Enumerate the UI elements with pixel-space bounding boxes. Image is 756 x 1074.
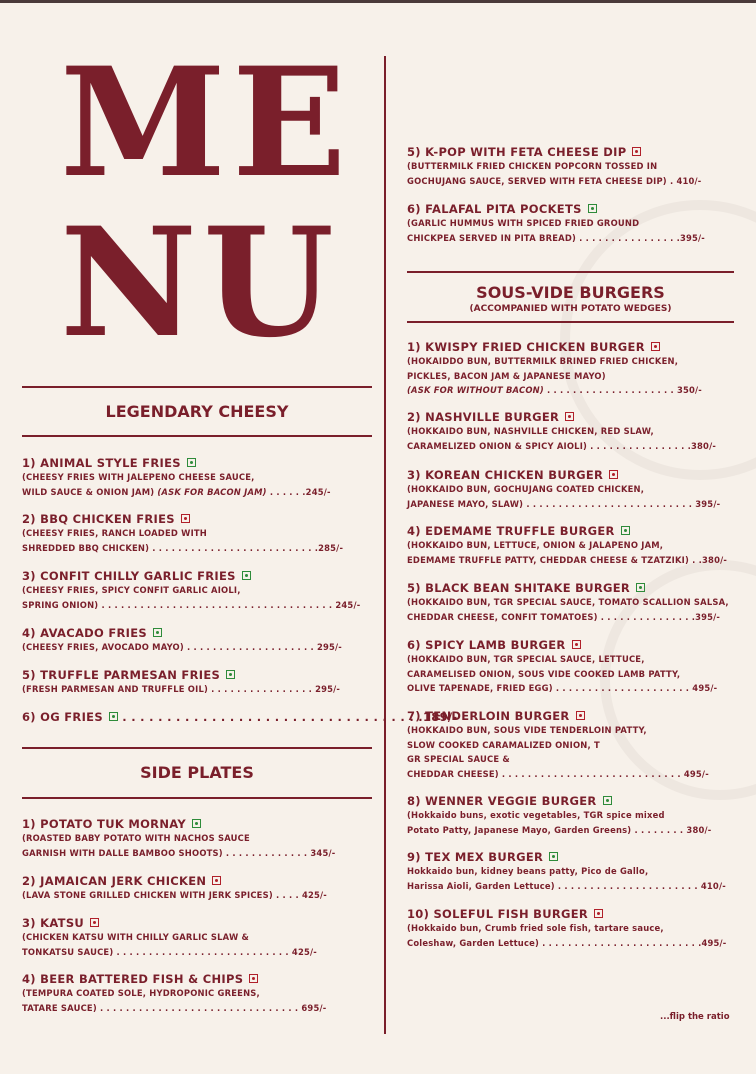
item-name: [22, 569, 372, 583]
item-name-text: 1) POTATO TUK MORNAY: [22, 817, 186, 831]
item-name: [22, 456, 372, 470]
menu-item: [22, 626, 372, 655]
item-description: (HOKKAIDO BUN, NASHVILLE CHICKEN, RED SLAW,: [407, 426, 654, 436]
footer-note: ...flip the ratio: [660, 1012, 730, 1022]
item-name-text: 9) TEX MEX BURGER: [407, 850, 544, 864]
item-description: (TEMPURA COATED SOLE, HYDROPONIC GREENS,: [22, 988, 260, 998]
item-price: . 410/-: [666, 175, 702, 186]
menu-item: [22, 668, 372, 697]
item-name-text: 3) KOREAN CHICKEN BURGER: [407, 468, 604, 482]
menu-item: [407, 638, 737, 696]
item-price: . . . . . . . . . . . . . . . .380/-: [587, 440, 717, 451]
item-name-text: 4) AVACADO FRIES: [22, 626, 147, 640]
item-description: (HOKAIDDO BUN, BUTTERMILK BRINED FRIED CHICKEN,: [407, 356, 679, 366]
item-price: . . . . . . . . . . . . . 345/-: [222, 847, 336, 858]
item-price: . . . . . . . . . . . . . . . .395/-: [576, 232, 705, 243]
non-veg-icon: [565, 412, 574, 421]
section-divider: [22, 797, 372, 799]
veg-icon: [621, 526, 630, 535]
item-name: [22, 512, 372, 526]
menu-item: [407, 468, 737, 511]
veg-icon: [187, 458, 196, 467]
item-name-text: 5) TRUFFLE PARMESAN FRIES: [22, 668, 221, 682]
menu-item: [22, 569, 372, 612]
column-divider: [384, 56, 386, 1034]
menu-item: [407, 850, 737, 893]
item-description: CHEDDAR CHEESE) . . . . . . . . . . . . . . . . . . . . . . . . . . . . 495/-: [407, 768, 709, 779]
menu-item: [407, 340, 737, 398]
menu-item: [22, 972, 372, 1015]
item-description: Harissa Aioli, Garden Lettuce) . . . . . . . . . . . . . . . . . . . . . . 410/-: [407, 880, 726, 891]
item-description: EDEMAME TRUFFLE PATTY, CHEDDAR CHEESE & TZATZIKI) . .380/-: [407, 554, 728, 565]
item-price: . . . . 425/-: [272, 890, 327, 900]
section-title-legendary: LEGENDARY CHEESY: [105, 402, 289, 421]
item-name: [22, 668, 372, 682]
item-description: OLIVE TAPENADE, FRIED EGG) . . . . . . . . . . . . . . . . . . . . . 495/-: [407, 683, 718, 693]
item-name-text: 3) KATSU: [22, 916, 85, 930]
menu-item: [407, 145, 737, 188]
item-description: SPRING ONION) . . . . . . . . . . . . . . . . . . . . . . . . . . . . . . . . . . . . 245/-: [22, 599, 361, 610]
item-price: . . . . . . . . . . . . . . . . . . . . . . . . . . . . . . . . . . . . 245/-: [98, 599, 361, 610]
item-description: (LAVA STONE GRILLED CHICKEN WITH JERK SPICES) . . . . 425/-: [22, 890, 327, 900]
menu-item: [407, 410, 737, 453]
non-veg-icon: [651, 342, 660, 351]
item-description: PICKLES, BACON JAM & JAPANESE MAYO): [407, 370, 606, 381]
menu-item: [22, 916, 372, 959]
item-name-text: 5) K-POP WITH FETA CHEESE DIP: [407, 145, 627, 159]
item-price: . . . . . . . . . . . . . . . . . . . . . . . . . . 395/-: [523, 498, 721, 509]
item-name: [407, 524, 737, 538]
veg-icon: [192, 819, 201, 828]
item-description: (HOKKAIDO BUN, SOUS VIDE TENDERLOIN PATTY,: [407, 725, 647, 735]
item-description: CARAMELISED ONION, SOUS VIDE COOKED LAMB PATTY,: [407, 668, 681, 679]
menu-item: [407, 202, 737, 245]
item-name: [407, 850, 737, 864]
menu-item: [407, 907, 737, 950]
menu-item: [22, 817, 372, 860]
item-name: [407, 794, 737, 808]
item-description: (CHICKEN KATSU WITH CHILLY GARLIC SLAW &: [22, 932, 250, 942]
item-name: [407, 340, 737, 354]
item-name-text: 1) KWISPY FRIED CHICKEN BURGER: [407, 340, 645, 354]
item-description: (CHEESY FRIES, SPICY CONFIT GARLIC AIOLI,: [22, 585, 241, 595]
non-veg-icon: [90, 918, 99, 927]
veg-icon: [588, 204, 597, 213]
item-name-text: 8) WENNER VEGGIE BURGER: [407, 794, 597, 808]
item-description: GARNISH WITH DALLE BAMBOO SHOOTS) . . . . . . . . . . . . . 345/-: [22, 847, 336, 858]
item-name: [22, 874, 372, 888]
item-description: Potato Patty, Japanese Mayo, Garden Greens) . . . . . . . . 380/-: [407, 824, 712, 835]
item-description: Coleshaw, Garden Lettuce) . . . . . . . . . . . . . . . . . . . . . . . . .495/-: [407, 937, 727, 948]
item-price: . . . . . . . . . . . . . . . . . . . . . 495/-: [552, 683, 718, 693]
item-price: . . . . . . . . . . . . . . . . . . . . . . 410/-: [554, 880, 726, 891]
menu-title-line1: ME: [60, 35, 353, 211]
section-subtitle-burgers: (ACCOMPANIED WITH POTATO WEDGES): [469, 304, 672, 314]
item-description: (BUTTERMILK FRIED CHICKEN POPCORN TOSSED IN: [407, 161, 658, 171]
item-description: SLOW COOKED CARAMALIZED ONION, T: [407, 739, 600, 750]
item-description: JAPANESE MAYO, SLAW) . . . . . . . . . . . . . . . . . . . . . . . . . . 395/-: [407, 498, 721, 509]
item-description: (GARLIC HUMMUS WITH SPICED FRIED GROUND: [407, 218, 640, 228]
veg-icon: [226, 670, 235, 679]
item-description: (ROASTED BABY POTATO WITH NACHOS SAUCE: [22, 833, 250, 843]
item-description: (CHEESY FRIES, RANCH LOADED WITH: [22, 528, 208, 538]
menu-item: [22, 710, 458, 724]
item-name: [407, 638, 737, 652]
item-name: [407, 581, 737, 595]
item-description: Hokkaido bun, kidney beans patty, Pico de Gallo,: [407, 866, 649, 876]
item-name-text: 4) BEER BATTERED FISH & CHIPS: [22, 972, 244, 986]
item-description: (FRESH PARMESAN AND TRUFFLE OIL) . . . . . . . . . . . . . . . . 295/-: [22, 684, 341, 694]
non-veg-icon: [576, 711, 585, 720]
item-name-text: 7) TENDERLOIN BURGER: [407, 709, 570, 723]
menu-item: [22, 874, 372, 903]
item-name: [22, 916, 372, 930]
item-name-text: 6) SPICY LAMB BURGER: [407, 638, 566, 652]
item-price: . . . . . . . . . . . . . . . . . . . . . . . . .495/-: [539, 937, 727, 948]
item-name-text: 1) ANIMAL STYLE FRIES: [22, 456, 181, 470]
item-description: CHEDDAR CHEESE, CONFIT TOMATOES) . . . . . . . . . . . . . . .395/-: [407, 611, 721, 622]
item-name: [407, 468, 737, 482]
item-note: (ASK FOR BACON JAM): [154, 486, 267, 497]
item-name-text: 10) SOLEFUL FISH BURGER: [407, 907, 589, 921]
veg-icon: [242, 571, 251, 580]
item-note: (ASK FOR WITHOUT BACON): [407, 385, 544, 395]
item-name: [407, 709, 737, 723]
item-name-text: 6) FALAFAL PITA POCKETS: [407, 202, 582, 216]
non-veg-icon: [609, 470, 618, 479]
item-description: (HOKKAIDO BUN, TGR SPECIAL SAUCE, TOMATO SCALLION SALSA,: [407, 597, 729, 607]
veg-icon: [109, 712, 118, 721]
item-price: . . . . . . . . . . . . . . . . . . . . 350/-: [543, 385, 702, 395]
item-name-text: 6) OG FRIES: [22, 710, 103, 724]
item-price: . . . . . . . . 380/-: [631, 824, 712, 835]
section-title-burgers: SOUS-VIDE BURGERS: [476, 283, 665, 302]
item-price: . . . . . . . . . . . . . . . . . . . . 295/-: [183, 642, 342, 652]
item-description: TONKATSU SAUCE) . . . . . . . . . . . . . . . . . . . . . . . . . . . 425/-: [22, 946, 317, 957]
item-name: [22, 710, 458, 724]
item-description: CHICKPEA SERVED IN PITA BREAD) . . . . . . . . . . . . . . . .395/-: [407, 232, 705, 243]
item-price: . . . . . .245/-: [266, 486, 331, 497]
item-price: . .380/-: [689, 554, 728, 565]
item-description: WILD SAUCE & ONION JAM) (ASK FOR BACON JAM) . . . . . .245/-: [22, 486, 331, 497]
item-name: [407, 202, 737, 216]
item-name-text: 4) EDEMAME TRUFFLE BURGER: [407, 524, 615, 538]
item-name: [407, 907, 737, 921]
section-divider: [22, 435, 372, 437]
non-veg-icon: [572, 640, 581, 649]
veg-icon: [549, 852, 558, 861]
item-description: TATARE SAUCE) . . . . . . . . . . . . . . . . . . . . . . . . . . . . . . . 695/-: [22, 1002, 327, 1013]
item-price: . . . . . . . . . . . . . . . . . . . . . . . . . .285/-: [149, 542, 344, 553]
non-veg-icon: [632, 147, 641, 156]
item-name: [22, 972, 372, 986]
item-price: . . . . . . . . . . . . . . . . . . . . . . . . . . . . . . . . . .189/-: [117, 710, 458, 724]
veg-icon: [153, 628, 162, 637]
item-description: (HOKKAIDO BUN, LETTUCE, ONION & JALAPENO JAM,: [407, 540, 664, 550]
item-description: (HOKKAIDO BUN, GOCHUJANG COATED CHICKEN,: [407, 484, 645, 494]
non-veg-icon: [594, 909, 603, 918]
non-veg-icon: [181, 514, 190, 523]
item-name: [407, 145, 737, 159]
menu-item: [407, 794, 737, 837]
item-price: . . . . . . . . . . . . . . . . . . . . . . . . . . . . 495/-: [498, 768, 709, 779]
veg-icon: [603, 796, 612, 805]
item-description: CARAMELIZED ONION & SPICY AIOLI) . . . . . . . . . . . . . . . .380/-: [407, 440, 717, 451]
section-divider: [407, 271, 734, 273]
item-price: . . . . . . . . . . . . . . .395/-: [597, 611, 721, 622]
item-description: (CHEESY FRIES WITH JALEPENO CHEESE SAUCE,: [22, 472, 255, 482]
menu-item: [407, 524, 737, 567]
item-description: SHREDDED BBQ CHICKEN) . . . . . . . . . . . . . . . . . . . . . . . . . .285/-: [22, 542, 344, 553]
item-description: (Hokkaido buns, exotic vegetables, TGR spice mixed: [407, 810, 665, 820]
item-name: [22, 626, 372, 640]
item-name-text: 2) NASHVILLE BURGER: [407, 410, 560, 424]
section-divider: [407, 321, 734, 323]
item-description: GR SPECIAL SAUCE &: [407, 754, 510, 764]
non-veg-icon: [249, 974, 258, 983]
item-name-text: 2) JAMAICAN JERK CHICKEN: [22, 874, 207, 888]
item-name: [407, 410, 737, 424]
menu-item: [407, 581, 737, 624]
item-name-text: 3) CONFIT CHILLY GARLIC FRIES: [22, 569, 236, 583]
non-veg-icon: [212, 876, 221, 885]
menu-title-line2: NU: [60, 195, 340, 371]
section-title-side-plates: SIDE PLATES: [140, 763, 254, 782]
veg-icon: [636, 583, 645, 592]
item-name-text: 2) BBQ CHICKEN FRIES: [22, 512, 175, 526]
item-description: [407, 383, 737, 398]
section-divider: [22, 386, 372, 388]
section-divider: [22, 747, 372, 749]
item-name-text: 5) BLACK BEAN SHITAKE BURGER: [407, 581, 631, 595]
item-description: (Hokkaido bun, Crumb fried sole fish, tartare sauce,: [407, 923, 664, 933]
item-price: . . . . . . . . . . . . . . . . 295/-: [208, 684, 341, 694]
top-border: [0, 0, 756, 3]
item-name: [22, 817, 372, 831]
menu-item: [22, 456, 372, 499]
item-price: . . . . . . . . . . . . . . . . . . . . . . . . . . . . . . . 695/-: [96, 1002, 327, 1013]
menu-item: [407, 709, 737, 781]
item-description: GOCHUJANG SAUCE, SERVED WITH FETA CHEESE DIP) . 410/-: [407, 175, 702, 186]
menu-item: [22, 512, 372, 555]
item-description: (HOKKAIDO BUN, TGR SPECIAL SAUCE, LETTUCE,: [407, 654, 645, 664]
item-price: . . . . . . . . . . . . . . . . . . . . . . . . . . . 425/-: [113, 946, 317, 957]
item-description: (CHEESY FRIES, AVOCADO MAYO) . . . . . . . . . . . . . . . . . . . . 295/-: [22, 642, 342, 652]
